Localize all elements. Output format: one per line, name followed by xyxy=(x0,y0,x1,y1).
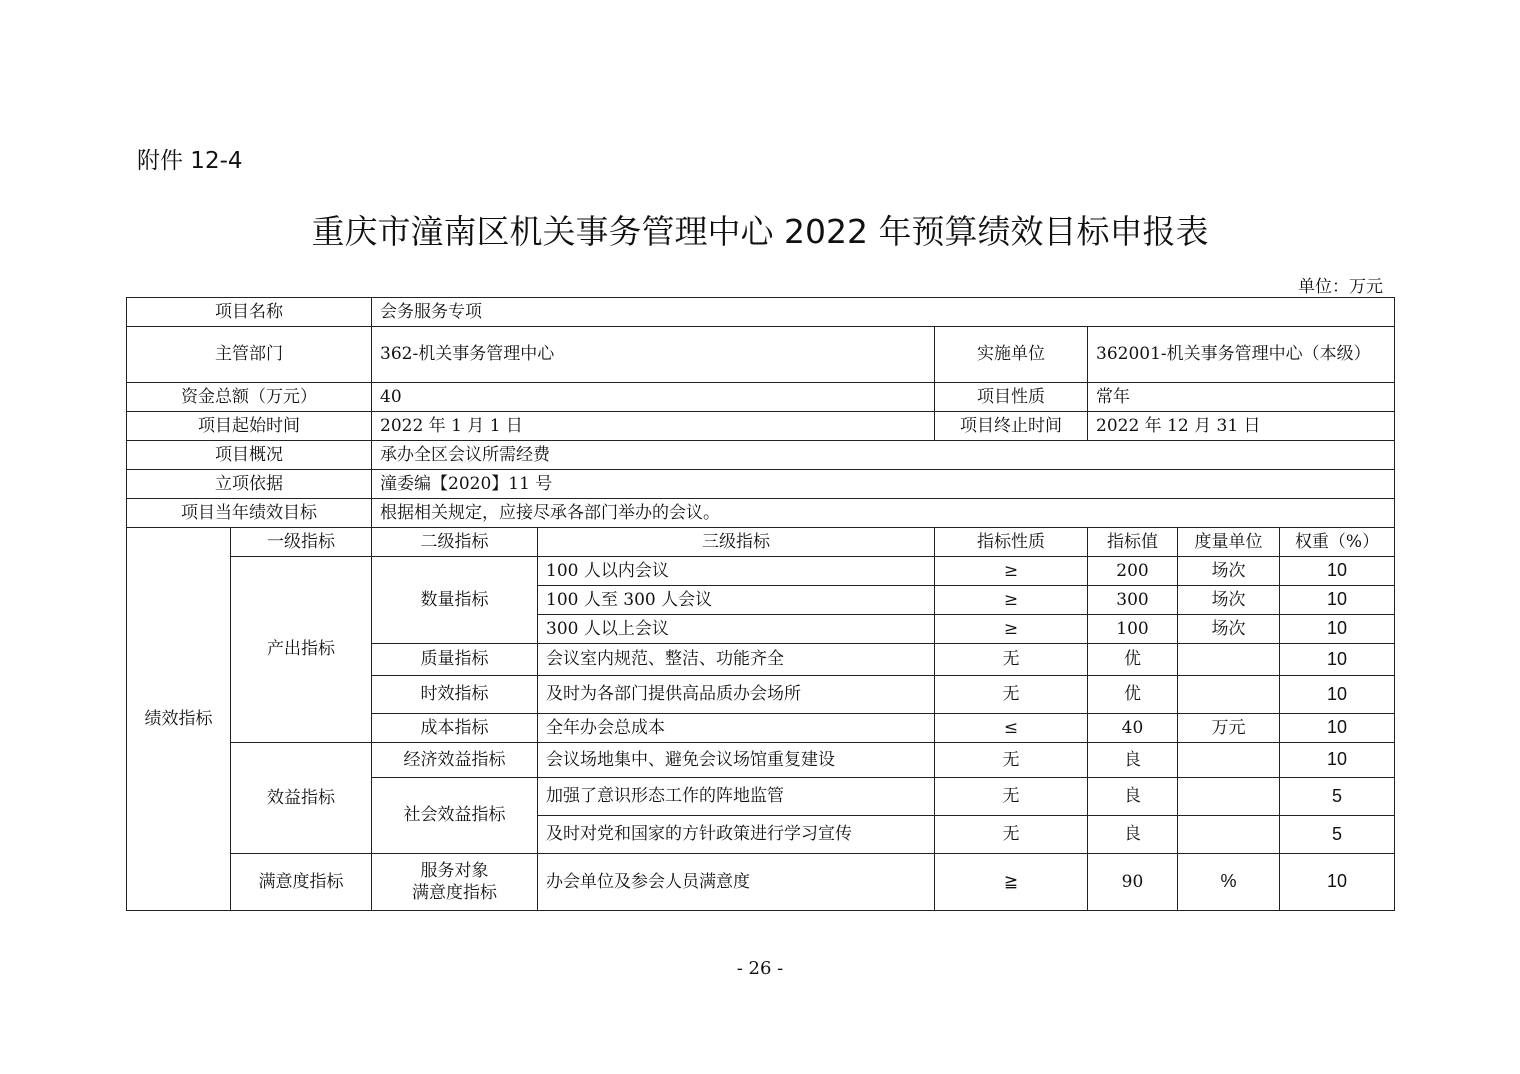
indicator-weight: 5 xyxy=(1280,816,1395,854)
field-value: 根据相关规定，应接尽承各部门举办的会议。 xyxy=(372,499,1395,528)
indicator-weight: 5 xyxy=(1280,778,1395,816)
indicator-value: 优 xyxy=(1088,676,1178,714)
indicator-weight: 10 xyxy=(1280,854,1395,911)
indicator-item: 300 人以上会议 xyxy=(538,615,935,644)
indicator-nature: 无 xyxy=(935,778,1088,816)
indicator-unit xyxy=(1178,743,1280,778)
field-value: 40 xyxy=(372,383,935,412)
goal-row xyxy=(127,499,1395,528)
indicator-value: 200 xyxy=(1088,557,1178,586)
indicator-item: 100 人以内会议 xyxy=(538,557,935,586)
performance-goal-table xyxy=(126,297,1395,911)
indicator-value: 90 xyxy=(1088,854,1178,911)
indicator-weight: 10 xyxy=(1280,676,1395,714)
level2-quality: 质量指标 xyxy=(372,644,538,676)
field-value: 潼委编【2020】11 号 xyxy=(372,470,1395,499)
indicator-nature: ≥ xyxy=(935,557,1088,586)
indicator-unit: 场次 xyxy=(1178,615,1280,644)
indicator-nature: ≤ xyxy=(935,714,1088,743)
indicator-item: 全年办会总成本 xyxy=(538,714,935,743)
field-label: 主管部门 xyxy=(127,327,372,383)
indicator-value: 优 xyxy=(1088,644,1178,676)
page-number: - 26 - xyxy=(736,958,784,979)
indicator-value: 40 xyxy=(1088,714,1178,743)
field-label: 项目名称 xyxy=(127,298,372,327)
indicator-nature: ≥ xyxy=(935,615,1088,644)
level1-satisfaction: 满意度指标 xyxy=(231,854,372,911)
indicator-nature: 无 xyxy=(935,644,1088,676)
overview-row xyxy=(127,441,1395,470)
indicator-unit xyxy=(1178,676,1280,714)
project-name-row xyxy=(127,298,1395,327)
indicator-item: 加强了意识形态工作的阵地监管 xyxy=(538,778,935,816)
table-row xyxy=(127,743,1395,778)
field-value: 承办全区会议所需经费 xyxy=(372,441,1395,470)
field-value: 2022 年 1 月 1 日 xyxy=(372,412,935,441)
indicator-item: 办会单位及参会人员满意度 xyxy=(538,854,935,911)
indicator-weight: 10 xyxy=(1280,743,1395,778)
indicator-unit: % xyxy=(1178,854,1280,911)
level2-service-line1: 服务对象 xyxy=(420,860,489,881)
period-row xyxy=(127,412,1395,441)
indicator-item: 100 人至 300 人会议 xyxy=(538,586,935,615)
field-value: 362001-机关事务管理中心（本级） xyxy=(1088,327,1395,383)
indicator-nature: 无 xyxy=(935,676,1088,714)
indicator-unit: 场次 xyxy=(1178,557,1280,586)
column-header: 二级指标 xyxy=(372,528,538,557)
attachment-label: 附件 12-4 xyxy=(137,148,243,174)
field-label: 项目当年绩效目标 xyxy=(127,499,372,528)
indicator-item: 会议场地集中、避免会议场馆重复建设 xyxy=(538,743,935,778)
indicator-unit xyxy=(1178,816,1280,854)
indicator-value: 良 xyxy=(1088,743,1178,778)
level1-benefit: 效益指标 xyxy=(231,743,372,854)
column-header: 一级指标 xyxy=(231,528,372,557)
field-label: 项目概况 xyxy=(127,441,372,470)
dept-row xyxy=(127,327,1395,383)
field-label: 实施单位 xyxy=(935,327,1088,383)
level2-cost: 成本指标 xyxy=(372,714,538,743)
indicator-value: 良 xyxy=(1088,778,1178,816)
level2-social: 社会效益指标 xyxy=(372,778,538,854)
column-header: 度量单位 xyxy=(1178,528,1280,557)
indicator-nature: ≥ xyxy=(935,586,1088,615)
indicator-unit xyxy=(1178,644,1280,676)
indicator-unit: 场次 xyxy=(1178,586,1280,615)
level1-output: 产出指标 xyxy=(231,557,372,743)
field-label: 项目性质 xyxy=(935,383,1088,412)
indicator-weight: 10 xyxy=(1280,557,1395,586)
indicator-item: 及时对党和国家的方针政策进行学习宣传 xyxy=(538,816,935,854)
field-label: 项目终止时间 xyxy=(935,412,1088,441)
table-row xyxy=(127,557,1395,586)
level2-quantity: 数量指标 xyxy=(372,557,538,644)
indicator-value: 100 xyxy=(1088,615,1178,644)
indicator-value: 300 xyxy=(1088,586,1178,615)
indicator-unit xyxy=(1178,778,1280,816)
column-header: 三级指标 xyxy=(538,528,935,557)
unit-label: 单位：万元 xyxy=(1298,277,1383,297)
indicator-value: 良 xyxy=(1088,816,1178,854)
field-label: 立项依据 xyxy=(127,470,372,499)
indicator-weight: 10 xyxy=(1280,644,1395,676)
indicator-section-label: 绩效指标 xyxy=(127,528,231,911)
field-value: 2022 年 12 月 31 日 xyxy=(1088,412,1395,441)
indicator-unit: 万元 xyxy=(1178,714,1280,743)
indicator-item: 及时为各部门提供高品质办会场所 xyxy=(538,676,935,714)
fund-row xyxy=(127,383,1395,412)
field-label: 资金总额（万元） xyxy=(127,383,372,412)
indicator-header-row xyxy=(127,528,1395,557)
level2-timeliness: 时效指标 xyxy=(372,676,538,714)
field-value: 常年 xyxy=(1088,383,1395,412)
indicator-nature: ≧ xyxy=(935,854,1088,911)
indicator-nature: 无 xyxy=(935,743,1088,778)
field-value: 会务服务专项 xyxy=(372,298,1395,327)
column-header: 指标值 xyxy=(1088,528,1178,557)
indicator-weight: 10 xyxy=(1280,714,1395,743)
level2-economic: 经济效益指标 xyxy=(372,743,538,778)
field-value: 362-机关事务管理中心 xyxy=(372,327,935,383)
indicator-weight: 10 xyxy=(1280,615,1395,644)
indicator-item: 会议室内规范、整洁、功能齐全 xyxy=(538,644,935,676)
level2-service-satisfaction xyxy=(372,854,538,911)
table-row xyxy=(127,854,1395,911)
page-title: 重庆市潼南区机关事务管理中心 2022 年预算绩效目标申报表 xyxy=(311,212,1209,251)
column-header: 权重（%） xyxy=(1280,528,1395,557)
basis-row xyxy=(127,470,1395,499)
indicator-nature: 无 xyxy=(935,816,1088,854)
level2-service-line2: 满意度指标 xyxy=(412,883,497,903)
indicator-weight: 10 xyxy=(1280,586,1395,615)
column-header: 指标性质 xyxy=(935,528,1088,557)
field-label: 项目起始时间 xyxy=(127,412,372,441)
